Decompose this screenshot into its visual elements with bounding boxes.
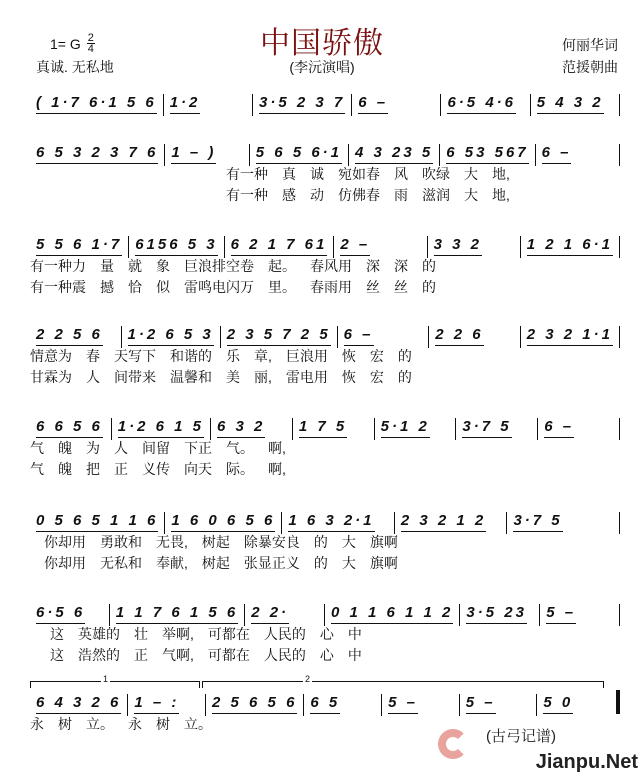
lyricist-credit: 何丽华词 bbox=[562, 37, 618, 53]
measure-notes: ( 1·7 6·1 5 6 bbox=[36, 94, 157, 114]
measure-notes: 1 – ) bbox=[171, 144, 216, 164]
lyric-word: 壮 bbox=[134, 626, 148, 642]
measure-notes: 3·7 5 bbox=[513, 512, 562, 532]
lyric-word: 义传 bbox=[142, 461, 170, 477]
measure bbox=[128, 694, 205, 714]
lyric-word: 为 bbox=[86, 440, 100, 456]
lyric-word: 心 bbox=[319, 626, 334, 642]
lyric-word: 的 bbox=[397, 369, 412, 385]
measure bbox=[456, 418, 537, 438]
measure-notes: 6156 5 3 bbox=[135, 236, 217, 256]
measure bbox=[250, 144, 348, 164]
lyric-word: 人民的 bbox=[263, 647, 306, 663]
lyric-word: 恢 bbox=[341, 369, 356, 385]
score-system bbox=[30, 320, 620, 388]
lyric-verse-1 bbox=[30, 164, 620, 185]
lyric-word: 甘霖为 bbox=[30, 369, 72, 385]
measure-notes: 2 2 5 6 bbox=[36, 326, 103, 346]
barline bbox=[619, 604, 620, 626]
measure bbox=[538, 418, 619, 438]
lyric-word: 和谐的 bbox=[170, 348, 212, 364]
measure bbox=[30, 236, 128, 256]
measure bbox=[325, 604, 459, 624]
lyric-word: 把 bbox=[86, 461, 100, 477]
singer-credit: (李沅演唱) bbox=[289, 59, 355, 75]
measure-notes: 3·5 2 3 7 bbox=[259, 94, 345, 114]
measure bbox=[112, 418, 210, 438]
measure-notes: 6 53 567 bbox=[446, 144, 528, 164]
lyric-word: 地, bbox=[492, 166, 510, 182]
lyric-word: 恢 bbox=[341, 348, 356, 364]
measure-notes: 2 3 2 1 2 bbox=[401, 512, 486, 532]
measure bbox=[537, 694, 614, 714]
lyric-word: 里。 bbox=[268, 279, 296, 295]
lyric-word: 大 bbox=[341, 555, 356, 571]
measure-notes: 5 6 5 6·1 bbox=[256, 144, 342, 164]
lyric-word: 人民的 bbox=[263, 626, 306, 642]
measure-notes: 0 1 1 6 1 1 2 bbox=[331, 604, 453, 624]
measure-notes: 3·7 5 bbox=[462, 418, 511, 438]
lyric-word: 无畏, bbox=[156, 534, 188, 550]
lyric-word: 撼 bbox=[100, 279, 114, 295]
notes-row bbox=[30, 230, 620, 256]
lyric-word: 除暴安良 bbox=[243, 534, 300, 550]
barline bbox=[619, 418, 620, 440]
measure-notes: 2 3 5 7 2 5 bbox=[227, 326, 331, 346]
measure bbox=[382, 694, 459, 714]
measure-notes: 5·1 2 bbox=[381, 418, 430, 438]
volta-number-1: 1 bbox=[103, 674, 109, 684]
measure-notes: 6 4 3 2 6 bbox=[36, 694, 121, 714]
measure bbox=[440, 144, 534, 164]
measure bbox=[521, 326, 619, 346]
measure-notes: 6 2 1 7 61 bbox=[231, 236, 328, 256]
measure bbox=[460, 604, 539, 624]
watermark bbox=[438, 725, 638, 783]
measure-notes: 5 – bbox=[388, 694, 418, 714]
lyric-word: 天写下 bbox=[114, 348, 156, 364]
lyric-word: 英雄的 bbox=[78, 626, 120, 642]
measure bbox=[429, 326, 520, 346]
measure-notes: 1 6 3 2·1 bbox=[288, 512, 374, 532]
notes-row bbox=[30, 88, 620, 114]
lyric-word: 有一种 bbox=[226, 187, 268, 203]
lyric-word: 永 bbox=[128, 716, 142, 732]
lyric-word: 魄 bbox=[58, 461, 72, 477]
score-header bbox=[0, 0, 644, 80]
lyric-word: 可都在 bbox=[207, 647, 250, 663]
measure-notes: 1 1 7 6 1 5 6 bbox=[116, 604, 238, 624]
lyric-word: 恰 bbox=[128, 279, 142, 295]
lyric-word: 气。 bbox=[226, 440, 254, 456]
lyric-word: 中 bbox=[347, 626, 362, 642]
lyric-word: 气啊, bbox=[162, 647, 194, 663]
measure-notes: 1 6 0 6 5 6 bbox=[171, 512, 275, 532]
lyric-verse-2 bbox=[30, 459, 620, 480]
notes-row bbox=[30, 598, 620, 624]
lyric-verse-1 bbox=[30, 438, 620, 459]
lyric-word: 的 bbox=[313, 534, 328, 550]
lyric-word: 旗啊 bbox=[369, 534, 398, 550]
measure bbox=[395, 512, 507, 532]
lyric-word: 旗啊 bbox=[369, 555, 398, 571]
key-label: 1= G bbox=[50, 35, 81, 52]
score-system bbox=[30, 88, 620, 114]
measure-notes: 3 3 2 bbox=[434, 236, 482, 256]
measure-notes: 6·5 4·6 bbox=[447, 94, 516, 114]
measure bbox=[521, 236, 619, 256]
lyric-word: 间留 bbox=[142, 440, 170, 456]
lyric-word: 雷电用 bbox=[285, 369, 328, 385]
lyric-word: 滋润 bbox=[422, 187, 450, 203]
time-signature-numerator: 2 bbox=[87, 32, 94, 44]
measure-notes: 5 – bbox=[546, 604, 576, 624]
lyric-word: 的 bbox=[313, 555, 328, 571]
volta-bracket-2 bbox=[202, 674, 604, 688]
lyric-word: 宏 bbox=[369, 369, 384, 385]
measure bbox=[375, 418, 456, 438]
composer-credit: 范援朝曲 bbox=[562, 59, 618, 75]
measure-notes: 3·5 23 bbox=[466, 604, 527, 624]
measure bbox=[110, 604, 244, 624]
lyric-word: 气 bbox=[30, 440, 44, 456]
measure-notes: 1·2 bbox=[170, 94, 201, 114]
measure bbox=[122, 326, 220, 346]
barline bbox=[619, 144, 620, 166]
lyric-word: 下正 bbox=[184, 440, 212, 456]
lyric-word: 雷鸣电闪万 bbox=[184, 279, 254, 295]
lyric-word: 立。 bbox=[86, 716, 114, 732]
lyric-word: 魄 bbox=[58, 440, 72, 456]
notes-row bbox=[30, 138, 620, 164]
measure bbox=[428, 236, 520, 256]
measure-notes: 6 3 2 bbox=[217, 418, 265, 438]
measure bbox=[507, 512, 619, 532]
measure bbox=[441, 94, 529, 114]
measure bbox=[304, 694, 381, 714]
lyric-word: 的 bbox=[422, 258, 436, 274]
measure-notes: 2 2 6 bbox=[435, 326, 483, 346]
lyric-word: 啊, bbox=[268, 440, 286, 456]
lyric-word: 大 bbox=[464, 187, 478, 203]
barline bbox=[619, 326, 620, 348]
lyric-word: 可都在 bbox=[207, 626, 250, 642]
measure bbox=[460, 694, 537, 714]
measure-notes: 1 – : bbox=[134, 694, 179, 714]
final-barline bbox=[616, 690, 620, 714]
measure bbox=[30, 512, 164, 532]
lyric-word: 起。 bbox=[268, 258, 296, 274]
measure-notes: 2 3 2 1·1 bbox=[527, 326, 613, 346]
lyric-word: 啊, bbox=[268, 461, 286, 477]
measure bbox=[253, 94, 351, 114]
measure bbox=[30, 94, 163, 114]
measure bbox=[165, 512, 281, 532]
measure-notes: 1 7 5 bbox=[299, 418, 347, 438]
lyric-word: 际。 bbox=[226, 461, 254, 477]
lyric-word: 这 bbox=[50, 647, 64, 663]
measure bbox=[531, 94, 619, 114]
lyric-verse-2 bbox=[30, 185, 620, 206]
measure-notes: 5 5 6 1·7 bbox=[36, 236, 122, 256]
score-system bbox=[30, 506, 620, 574]
lyric-word: 间带来 bbox=[114, 369, 156, 385]
lyric-word: 宏 bbox=[369, 348, 384, 364]
barline bbox=[619, 94, 620, 116]
lyric-word: 风 bbox=[394, 166, 408, 182]
measure bbox=[206, 694, 303, 714]
measure-notes: 6 – bbox=[542, 144, 572, 164]
lyric-verse-2 bbox=[30, 645, 620, 666]
lyric-word: 张显正义 bbox=[243, 555, 300, 571]
lyric-word: 浩然的 bbox=[78, 647, 120, 663]
score-system bbox=[30, 412, 620, 480]
lyric-word: 有一种 bbox=[226, 166, 268, 182]
measure-notes: 6 5 3 2 3 7 6 bbox=[36, 144, 158, 164]
lyric-word: 春风用 bbox=[310, 258, 352, 274]
measure bbox=[30, 604, 109, 624]
measure bbox=[282, 512, 394, 532]
lyric-word: 仿佛春 bbox=[338, 187, 380, 203]
lyric-verse-1 bbox=[30, 256, 620, 277]
measure-notes: 6 – bbox=[358, 94, 388, 114]
lyric-word: 中 bbox=[347, 647, 362, 663]
measure bbox=[164, 94, 252, 114]
lyric-word: 无私和 bbox=[100, 555, 142, 571]
lyric-word: 永 bbox=[30, 716, 44, 732]
score-system bbox=[30, 230, 620, 298]
lyric-word: 深 bbox=[394, 258, 408, 274]
lyric-word: 的 bbox=[422, 279, 436, 295]
lyric-word: 吹绿 bbox=[422, 166, 450, 182]
volta-number-2: 2 bbox=[305, 674, 311, 684]
barline bbox=[619, 236, 620, 258]
measure bbox=[352, 94, 440, 114]
lyric-word: 树 bbox=[58, 716, 72, 732]
measure bbox=[225, 236, 334, 256]
lyric-word: 巨浪排空卷 bbox=[184, 258, 254, 274]
lyric-verse-2 bbox=[30, 277, 620, 298]
lyric-word: 勇敢和 bbox=[100, 534, 142, 550]
lyric-word: 向天 bbox=[184, 461, 212, 477]
time-signature-denominator: 4 bbox=[87, 43, 94, 55]
measure-notes: 1·2 6 5 3 bbox=[128, 326, 214, 346]
lyric-word: 有一种震 bbox=[30, 279, 86, 295]
notes-row bbox=[30, 506, 620, 532]
lyric-word: 气 bbox=[30, 461, 44, 477]
measure-notes: 1·2 6 1 5 bbox=[118, 418, 204, 438]
barline bbox=[619, 512, 620, 534]
volta-bracket-1 bbox=[30, 674, 200, 688]
lyric-word: 丝 bbox=[366, 279, 380, 295]
lyric-word: 的 bbox=[397, 348, 412, 364]
measure-notes: 2 5 6 5 6 bbox=[212, 694, 297, 714]
measure bbox=[245, 604, 324, 624]
lyric-word: 量 bbox=[100, 258, 114, 274]
lyric-word: 章, bbox=[254, 348, 272, 364]
measure bbox=[30, 326, 121, 346]
lyric-word: 正 bbox=[114, 461, 128, 477]
measure-notes: 6 6 5 6 bbox=[36, 418, 103, 438]
measure bbox=[30, 694, 127, 714]
lyric-word: 象 bbox=[156, 258, 170, 274]
measure bbox=[536, 144, 619, 164]
lyric-word: 似 bbox=[156, 279, 170, 295]
lyric-word: 心 bbox=[319, 647, 334, 663]
measure-notes: 2 2· bbox=[251, 604, 289, 624]
score-system bbox=[30, 598, 620, 666]
lyric-word: 大 bbox=[341, 534, 356, 550]
lyric-word: 就 bbox=[128, 258, 142, 274]
measure bbox=[129, 236, 223, 256]
lyric-word: 有一种力 bbox=[30, 258, 86, 274]
measure-notes: 6 – bbox=[544, 418, 574, 438]
lyric-word: 动 bbox=[310, 187, 324, 203]
measure bbox=[540, 604, 619, 624]
measure bbox=[338, 326, 429, 346]
measure-notes: 0 5 6 5 1 1 6 bbox=[36, 512, 158, 532]
measure bbox=[293, 418, 374, 438]
lyric-word: 奉献, bbox=[156, 555, 188, 571]
lyric-word: 你却用 bbox=[44, 534, 86, 550]
lyric-word: 丝 bbox=[394, 279, 408, 295]
lyric-word: 地, bbox=[492, 187, 510, 203]
song-title: 中国骄傲 bbox=[260, 27, 384, 60]
lyric-word: 诚 bbox=[310, 166, 324, 182]
lyric-verse-1 bbox=[30, 346, 620, 367]
tempo-marking: 真诚. 无私地 bbox=[36, 59, 114, 75]
lyric-word: 人 bbox=[86, 369, 100, 385]
notes-row bbox=[30, 688, 620, 714]
site-logo-icon bbox=[438, 729, 468, 759]
lyric-verse-2 bbox=[30, 553, 620, 574]
measure-notes: 1 2 1 6·1 bbox=[527, 236, 613, 256]
site-name: Jianpu.Net bbox=[535, 751, 638, 773]
notes-row bbox=[30, 412, 620, 438]
lyric-word: 美 bbox=[226, 369, 240, 385]
lyric-word: 情意为 bbox=[30, 348, 72, 364]
measure-notes: 2 – bbox=[340, 236, 370, 256]
measure-notes: 6 5 bbox=[310, 694, 340, 714]
lyric-word: 真 bbox=[282, 166, 296, 182]
lyric-word: 这 bbox=[50, 626, 64, 642]
lyric-word: 树 bbox=[156, 716, 170, 732]
lyric-verse-1 bbox=[30, 532, 620, 553]
lyric-word: 你却用 bbox=[44, 555, 86, 571]
score-system bbox=[30, 138, 620, 206]
lyric-word: 温馨和 bbox=[170, 369, 212, 385]
transcriber-note: (古弓记谱) bbox=[486, 728, 556, 745]
lyric-word: 感 bbox=[282, 187, 296, 203]
measure-notes: 5 4 3 2 bbox=[537, 94, 604, 114]
lyric-word: 深 bbox=[366, 258, 380, 274]
measure-notes: 4 3 23 5 bbox=[355, 144, 433, 164]
lyric-verse-1 bbox=[30, 624, 620, 645]
measure bbox=[349, 144, 439, 164]
measure-notes: 6 – bbox=[344, 326, 374, 346]
lyric-word: 巨浪用 bbox=[285, 348, 328, 364]
measure bbox=[30, 418, 111, 438]
measure bbox=[165, 144, 248, 164]
lyric-word: 丽, bbox=[254, 369, 272, 385]
lyric-word: 举啊, bbox=[162, 626, 194, 642]
notes-row bbox=[30, 320, 620, 346]
lyric-word: 春 bbox=[86, 348, 100, 364]
lyric-word: 立。 bbox=[184, 716, 212, 732]
lyric-word: 树起 bbox=[201, 555, 230, 571]
lyric-word: 乐 bbox=[226, 348, 240, 364]
measure-notes: 6·5 6 bbox=[36, 604, 85, 624]
measure-notes: 5 0 bbox=[543, 694, 573, 714]
measure bbox=[211, 418, 292, 438]
lyric-word: 人 bbox=[114, 440, 128, 456]
lyric-word: 正 bbox=[134, 647, 148, 663]
measure bbox=[221, 326, 337, 346]
lyric-word: 大 bbox=[464, 166, 478, 182]
measure bbox=[30, 144, 164, 164]
lyric-verse-2 bbox=[30, 367, 620, 388]
lyric-word: 春雨用 bbox=[310, 279, 352, 295]
lyric-word: 雨 bbox=[394, 187, 408, 203]
measure bbox=[334, 236, 426, 256]
measure-notes: 5 – bbox=[466, 694, 496, 714]
lyric-word: 树起 bbox=[201, 534, 230, 550]
lyric-word: 宛如春 bbox=[338, 166, 380, 182]
